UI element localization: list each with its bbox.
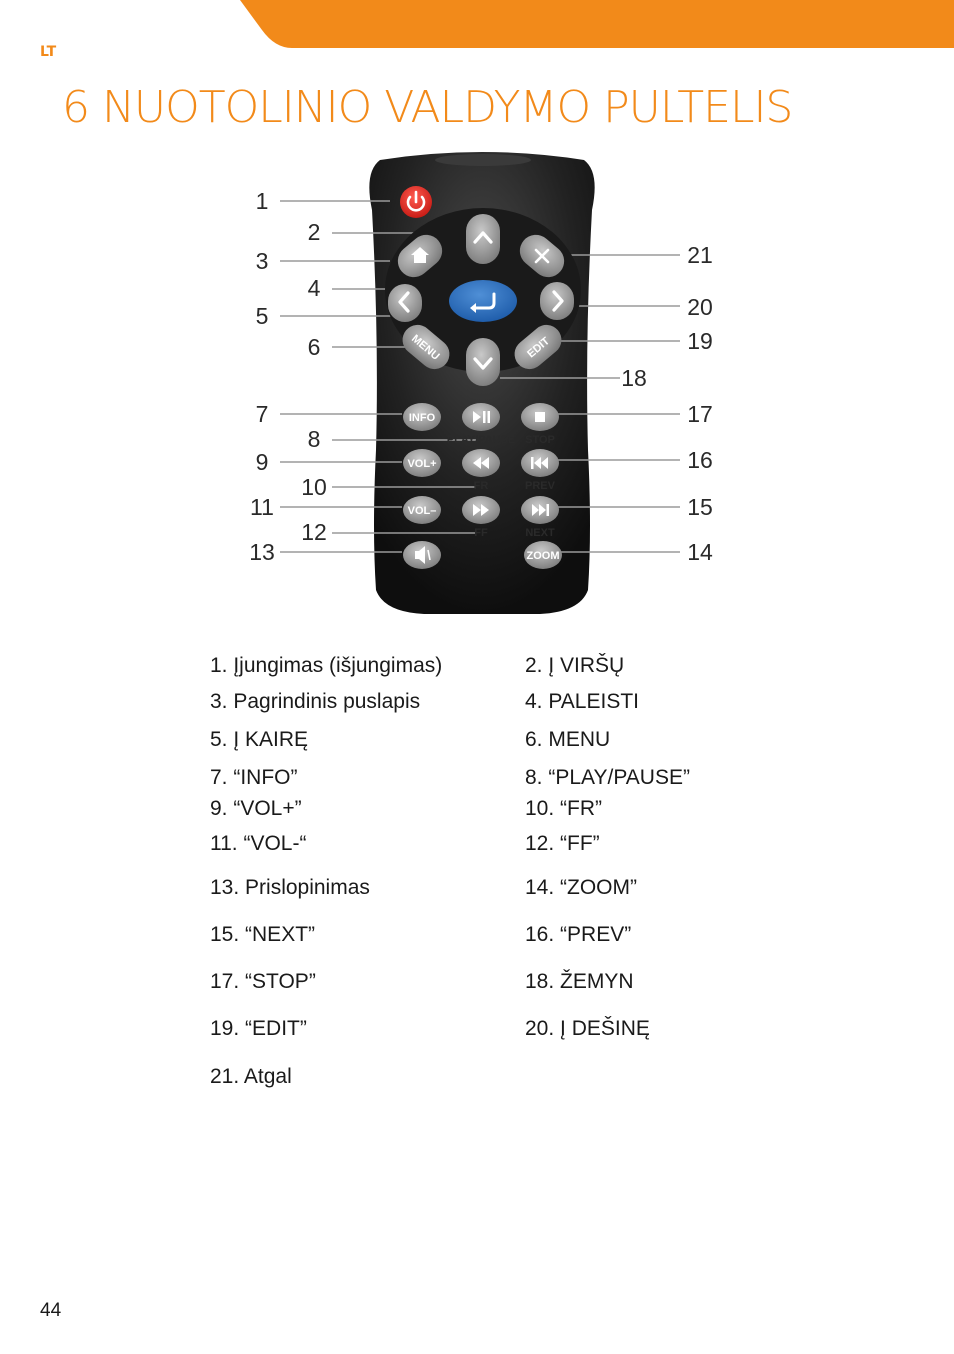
stop-icon	[535, 412, 545, 422]
prev-button[interactable]	[521, 449, 559, 477]
callout-10: 10	[301, 474, 327, 500]
play-pause-text: PLAY/PAUSE	[446, 434, 516, 446]
next-text: NEXT	[525, 527, 555, 539]
legend-item-10: 10. “FR”	[525, 797, 603, 820]
edit-button-label: EDIT	[525, 335, 553, 361]
callout-14: 14	[687, 539, 713, 565]
play-pause-button[interactable]	[462, 403, 500, 431]
page-title: 6 NUOTOLINIO VALDYMO PULTELIS	[62, 82, 793, 133]
legend-item-6: 6. MENU	[525, 728, 611, 751]
legend-item-14: 14. “ZOOM”	[525, 876, 638, 899]
fr-text: FR	[473, 480, 489, 492]
callout-6: 6	[307, 334, 321, 360]
callout-5: 5	[255, 303, 269, 329]
remote-ir-window	[435, 154, 531, 166]
vol-minus-button[interactable]	[403, 496, 441, 524]
callout-21: 21	[687, 242, 713, 268]
remote-figure	[240, 150, 730, 620]
legend-item-7: 7. “INFO”	[210, 766, 298, 789]
prev-text: PREV	[525, 480, 555, 492]
callout-19: 19	[687, 328, 713, 354]
legend-item-2: 2. Į VIRŠŲ	[525, 654, 625, 677]
callout-7: 7	[255, 401, 269, 427]
legend-item-21: 21. Atgal	[210, 1065, 292, 1088]
callout-3: 3	[255, 248, 269, 274]
enter-button[interactable]	[449, 280, 517, 322]
legend-item-18: 18. ŽEMYN	[525, 970, 634, 993]
legend-item-4: 4. PALEISTI	[525, 690, 639, 713]
callout-17: 17	[687, 401, 713, 427]
callout-9: 9	[255, 449, 269, 475]
legend-item-5: 5. Į KAIRĘ	[210, 728, 309, 751]
remote-diagram	[240, 150, 730, 620]
callout-20: 20	[687, 294, 713, 320]
legend-item-12: 12. “FF”	[525, 832, 600, 855]
menu-button-label: MENU	[409, 332, 442, 363]
legend-item-17: 17. “STOP”	[210, 970, 316, 993]
up-button[interactable]	[466, 214, 500, 264]
next-button[interactable]	[521, 496, 559, 524]
callout-12: 12	[301, 519, 327, 545]
legend-item-8: 8. “PLAY/PAUSE”	[525, 766, 690, 789]
callout-16: 16	[687, 447, 713, 473]
left-button[interactable]	[388, 284, 422, 322]
info-button[interactable]	[403, 403, 441, 431]
legend-item-13: 13. Prislopinimas	[210, 876, 370, 899]
legend-item-11: 11. “VOL-“	[210, 832, 307, 855]
legend-item-1: 1. Įjungimas (išjungimas)	[210, 654, 443, 677]
legend-item-9: 9. “VOL+”	[210, 797, 302, 820]
page-number: 44	[40, 1300, 62, 1321]
legend-item-19: 19. “EDIT”	[210, 1017, 307, 1040]
stop-text: STOP	[525, 434, 555, 446]
vol-plus-button[interactable]	[403, 449, 441, 477]
callout-4: 4	[307, 275, 321, 301]
header-orange-band	[0, 0, 954, 50]
legend-item-3: 3. Pagrindinis puslapis	[210, 690, 421, 713]
vol-plus-label: VOL+	[407, 458, 437, 470]
zoom-button[interactable]	[524, 541, 562, 569]
vol-minus-label: VOL–	[407, 505, 437, 517]
callout-13: 13	[249, 539, 275, 565]
callout-1: 1	[255, 188, 269, 214]
fr-button[interactable]	[462, 449, 500, 477]
legend-item-15: 15. “NEXT”	[210, 923, 316, 946]
callout-18: 18	[621, 365, 647, 391]
legend-item-16: 16. “PREV”	[525, 923, 632, 946]
down-button[interactable]	[466, 338, 500, 386]
mute-button[interactable]	[403, 541, 441, 569]
zoom-button-label: ZOOM	[526, 550, 560, 562]
callout-11: 11	[250, 494, 274, 520]
callout-2: 2	[307, 219, 321, 245]
info-button-label: INFO	[408, 412, 436, 424]
ff-button[interactable]	[462, 496, 500, 524]
power-button[interactable]	[400, 186, 432, 218]
language-tag: LT	[40, 44, 57, 60]
callout-15: 15	[687, 494, 713, 520]
stop-button[interactable]	[521, 403, 559, 431]
right-button[interactable]	[540, 282, 574, 320]
callout-8: 8	[307, 426, 321, 452]
ff-text: FF	[474, 527, 488, 539]
legend-item-20: 20. Į DEŠINĘ	[525, 1017, 650, 1040]
